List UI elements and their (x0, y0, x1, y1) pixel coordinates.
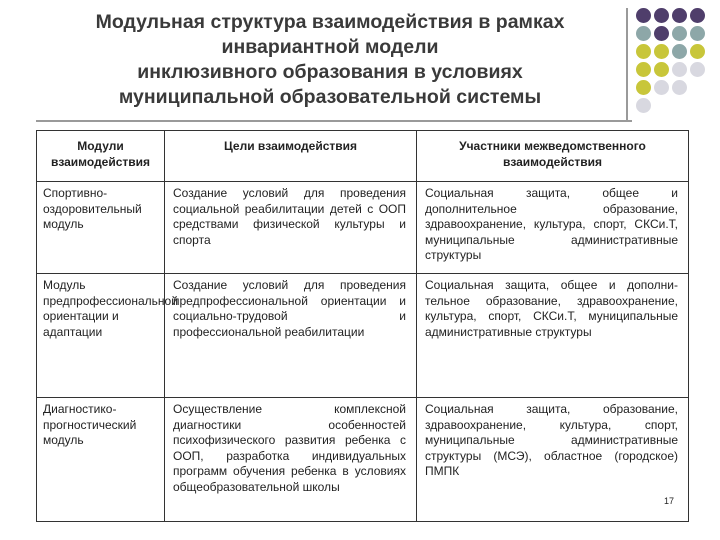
decor-dot (654, 26, 669, 41)
header-goals: Цели взаимодействия (165, 131, 417, 182)
page-number: 17 (664, 496, 675, 506)
slide-title (70, 10, 590, 110)
goal-cell: Создание условий для проведения предпрофессиональной ориентации и социально-трудовой и профессиональной реабилитации (165, 274, 417, 398)
participants-cell: Социальная защита, общее и дополни-тельное образование, здравоохранение, культура, спорт, СКСи.Т, муниципальные административные структуры (417, 274, 689, 398)
decor-dot (690, 26, 705, 41)
participants-cell: Социальная защита, общее и дополнительное образование, здравоохранение, культура, спорт, СКСи.Т, муниципальные административные структуры (417, 182, 689, 274)
module-table (36, 130, 689, 522)
goal-cell: Осуществление комплексной диагностики особенностей психофизического развития ребенка с ООП, разработка индивидуальных программ обучения ребенка в условиях общеобразовательной школы (165, 398, 417, 522)
decor-dot (690, 44, 705, 59)
title-line: инвариантной модели (221, 36, 439, 58)
decor-dot (636, 26, 651, 41)
title-line: муниципальной образовательной системы (118, 86, 542, 108)
table-row (37, 182, 689, 274)
decor-dot (654, 8, 669, 23)
decor-dot (672, 8, 687, 23)
decor-dot (672, 26, 687, 41)
decor-dot (636, 62, 651, 77)
participants-cell: Социальная защита, образование, здравоохранение, культура, спорт, муниципальные административные структуры (МСЭ), областное (городское) ПМПК (417, 398, 689, 522)
table-header-row (37, 131, 689, 182)
decor-dot (672, 80, 687, 95)
table-row (37, 274, 689, 398)
decor-dot (690, 62, 705, 77)
title-line: Модульная структура взаимодействия в рамках (95, 11, 565, 33)
title-line: инклюзивного образования в условиях (137, 61, 523, 83)
decor-dot (654, 62, 669, 77)
decor-dot (672, 44, 687, 59)
table-row (37, 398, 689, 522)
decor-dot (690, 8, 705, 23)
decor-dot (636, 8, 651, 23)
goal-cell: Создание условий для проведения социальной реабилитации детей с ООП средствами физической культуры и спорта (165, 182, 417, 274)
header-modules: Модули взаимодействия (37, 131, 165, 182)
decor-horizontal-line (36, 120, 632, 122)
decor-dot (654, 44, 669, 59)
decor-dot (636, 98, 651, 113)
decor-dot (636, 80, 651, 95)
decor-dot (654, 80, 669, 95)
decor-dot (636, 44, 651, 59)
decor-dot-grid (636, 8, 720, 112)
decor-dot (672, 62, 687, 77)
module-cell: Спортивно-оздоровительный модуль (37, 182, 165, 274)
module-cell: Диагностико-прогностический модуль (37, 398, 165, 522)
module-cell: Модуль предпрофессиональной ориентации и адаптации (37, 274, 165, 398)
header-participants: Участники межведомственного взаимодействия (417, 131, 689, 182)
decor-vertical-line (626, 8, 628, 120)
